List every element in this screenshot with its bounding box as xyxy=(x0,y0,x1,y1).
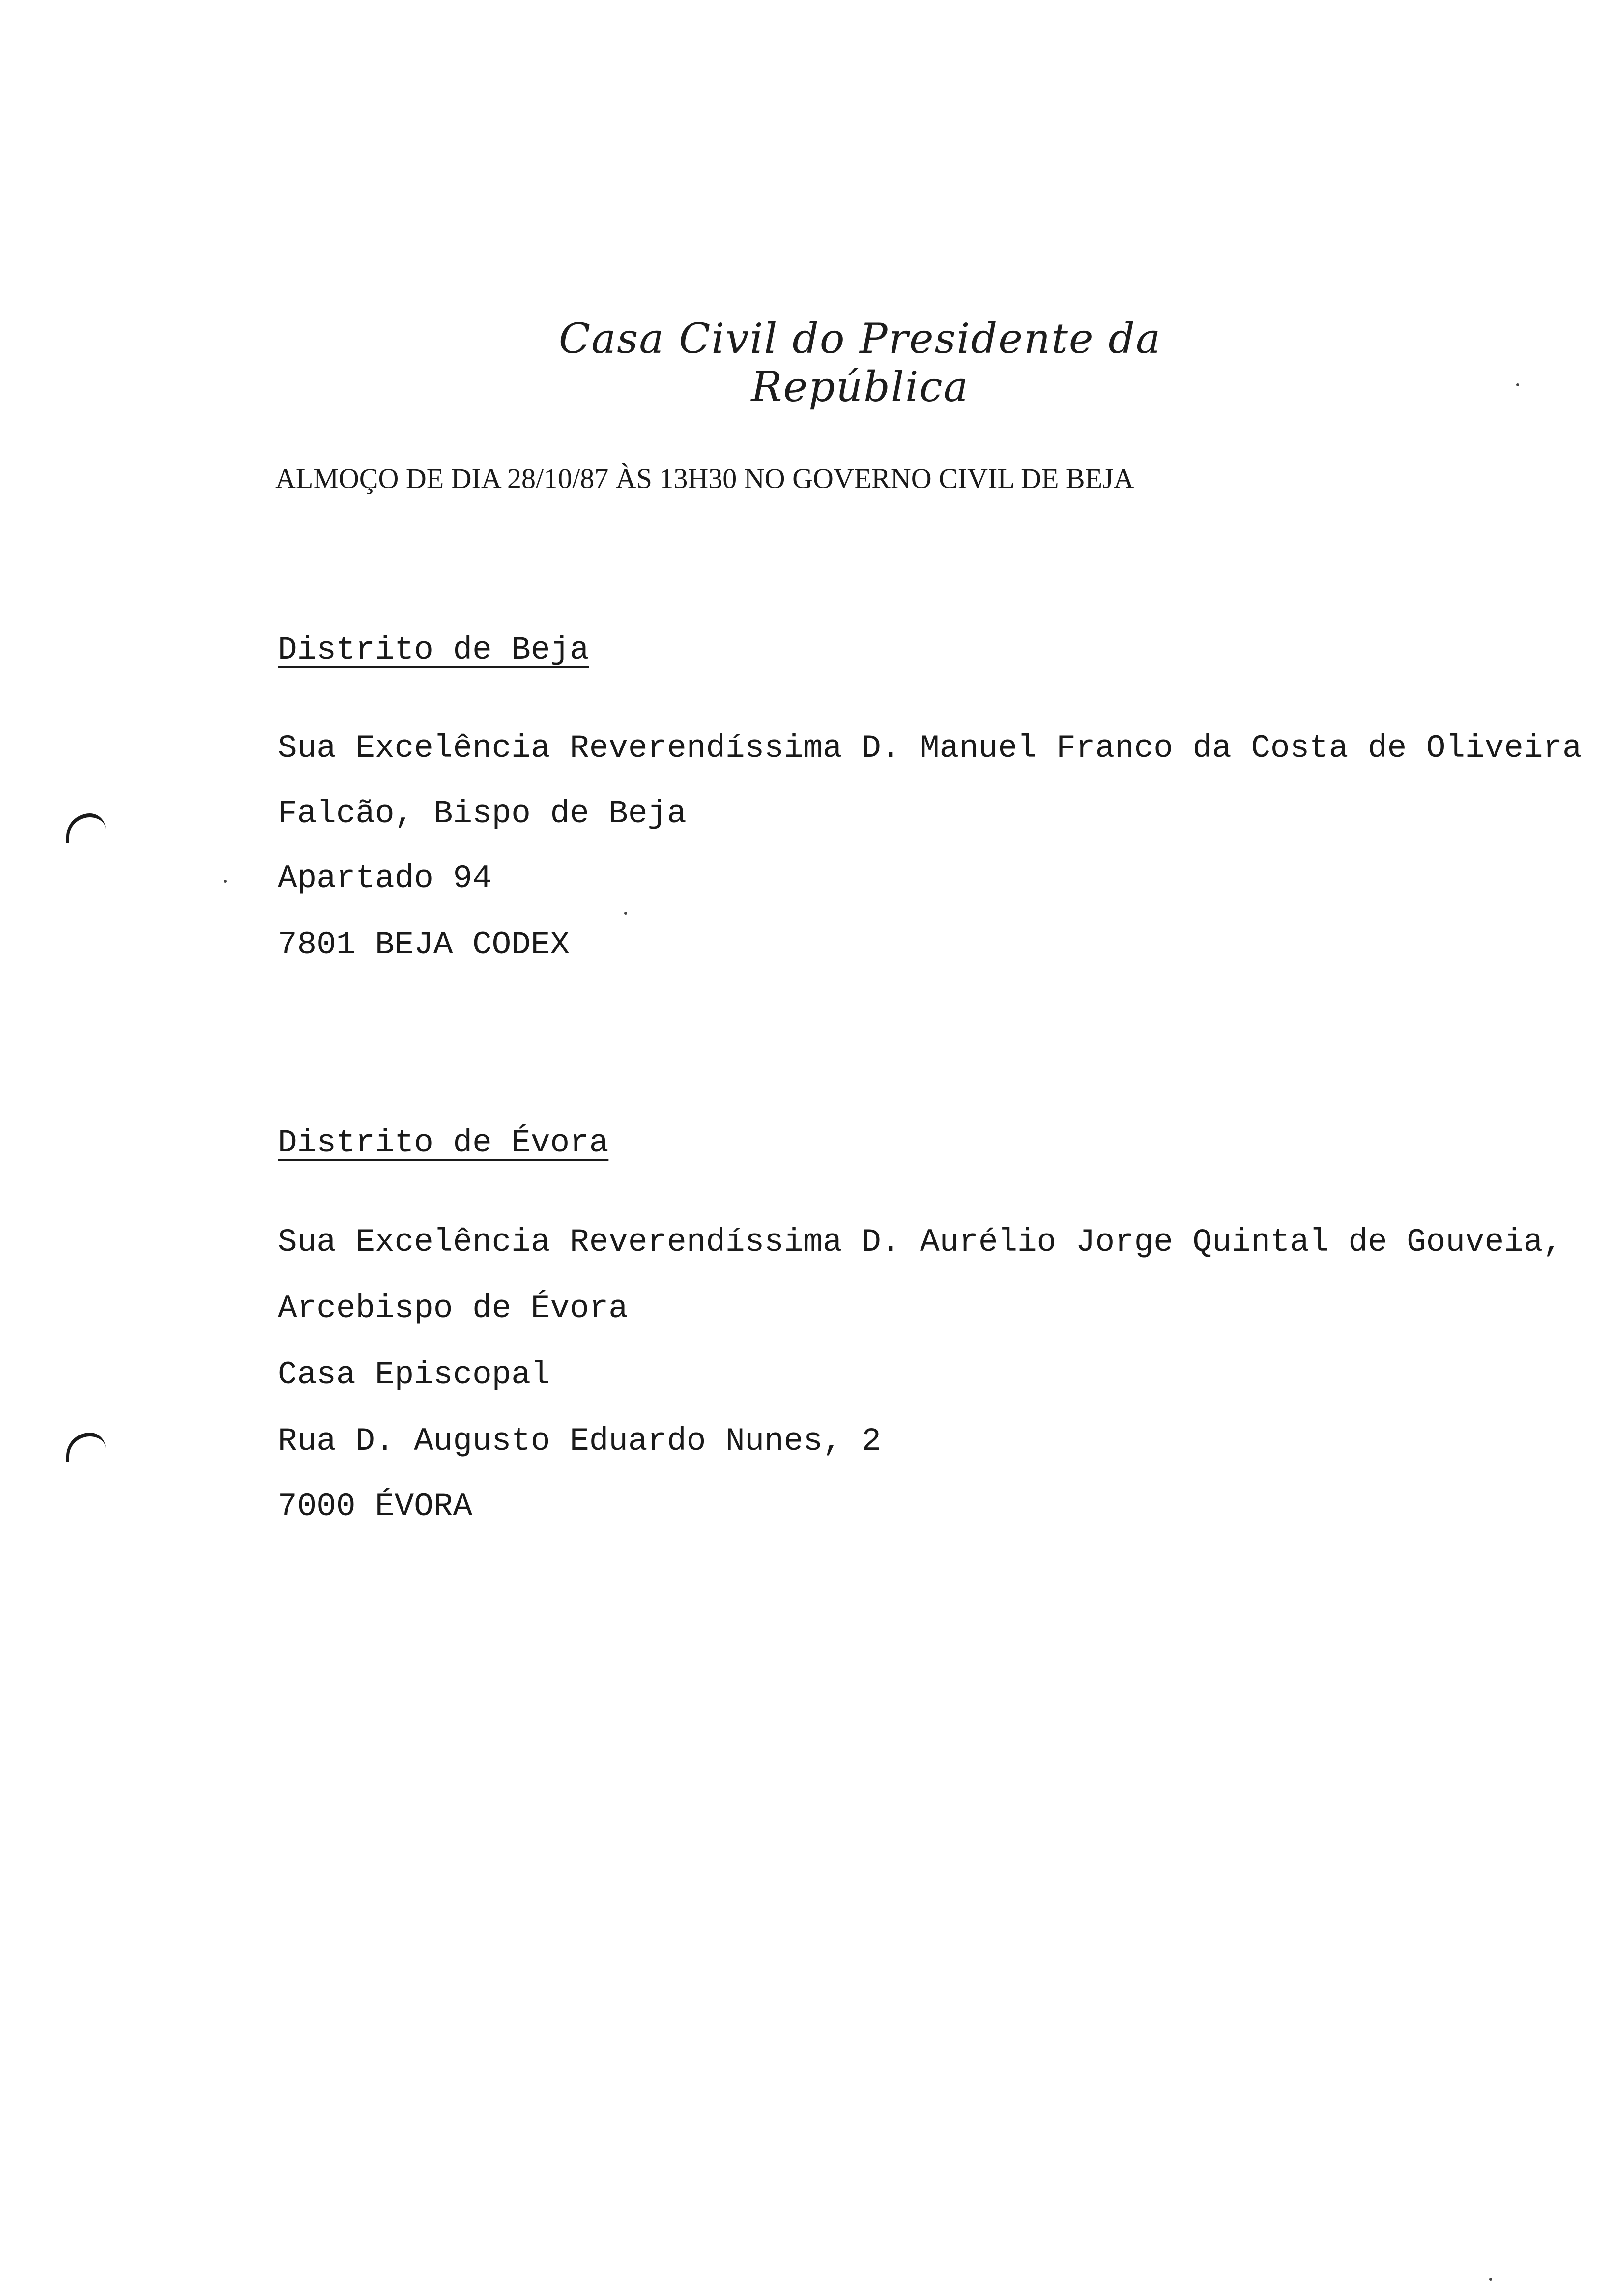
address-line: Casa Episcopal xyxy=(278,1356,550,1393)
address-line: Arcebispo de Évora xyxy=(278,1290,628,1327)
letterhead: Casa Civil do Presidente da República xyxy=(558,315,1162,411)
scan-speck xyxy=(1516,383,1519,386)
document-heading: ALMOÇO DE DIA 28/10/87 ÀS 13H30 NO GOVERNO CIVIL DE BEJA xyxy=(275,462,1134,494)
section-title-evora: Distrito de Évora xyxy=(278,1124,609,1161)
section-title-beja: Distrito de Beja xyxy=(278,631,589,668)
scan-speck xyxy=(624,912,627,915)
address-line: Falcão, Bispo de Beja xyxy=(278,795,687,832)
address-line: Sua Excelência Reverendíssima D. Manuel Franco da Costa de Oliveira xyxy=(278,730,1582,767)
address-line: 7801 BEJA CODEX xyxy=(278,926,570,963)
scan-speck xyxy=(1489,2278,1492,2281)
binder-hole-mark xyxy=(66,813,106,843)
binder-hole-mark xyxy=(66,1433,106,1462)
address-line: 7000 ÉVORA xyxy=(278,1488,473,1525)
address-line: Sua Excelência Reverendíssima D. Aurélio Jorge Quintal de Gouveia, xyxy=(278,1224,1563,1261)
scan-speck xyxy=(224,880,227,883)
address-line: Rua D. Augusto Eduardo Nunes, 2 xyxy=(278,1423,881,1460)
address-line: Apartado 94 xyxy=(278,860,492,897)
